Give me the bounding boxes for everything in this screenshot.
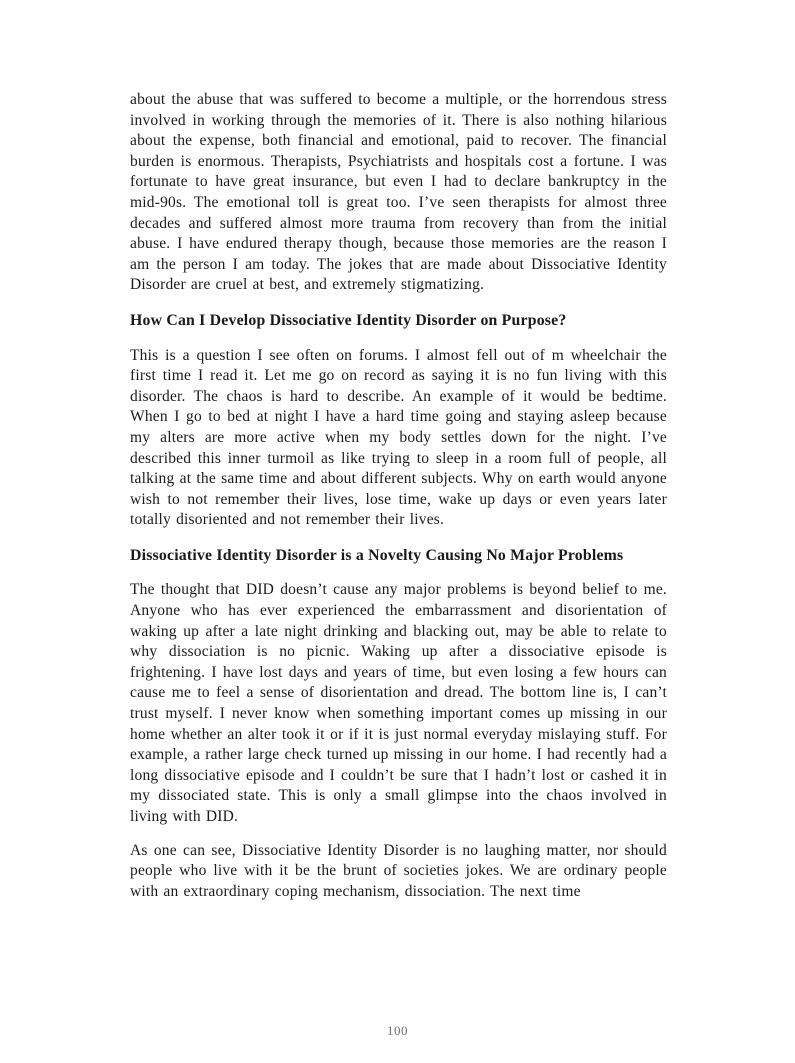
section-heading: Dissociative Identity Disorder is a Novelty Causing No Major Problems	[130, 546, 624, 564]
body-paragraph: This is a question I see often on forums. I almost fell out of m wheelchair the first time I read it. Let me go on record as saying it is no fun living with this disorder. The chaos is hard to describe. An example of it would be bedtime. When I go to bed at night I have a hard time going and staying asleep because my alters are more active when my body settles down for the night. I’ve described this inner turmoil as like trying to sleep in a room full of people, all talking at the same time and about different subjects. Why on earth would anyone wish to not remember their lives, lose time, wake up days or even years later totally disoriented and not remember their lives.	[130, 346, 667, 529]
body-paragraph: The thought that DID doesn’t cause any major problems is beyond belief to me. Anyone who has ever experienced the embarrassment and disorientation of waking up after a late night drinking and blacking out, may be able to relate to why dissociation is no picnic. Waking up after a dissociative episode is frightening. I have lost days and years of time, but even losing a few hours can cause me to feel a sense of disorientation and dread. The bottom line is, I can’t trust myself. I never know when something important comes up missing in our home whether an alter took it or if it is just normal everyday mislaying stuff. For example, a rather large check turned up missing in our home. I had recently had a long dissociative episode and I couldn’t be sure that I hadn’t lost or cashed it in my dissociated state. This is only a small glimpse into the chaos involved in living with DID.	[130, 581, 667, 825]
page-number: 100	[387, 1023, 408, 1038]
body-paragraph: about the abuse that was suffered to become a multiple, or the horrendous stress involved in working through the memories of it. There is also nothing hilarious about the expense, both financial and emotional, paid to recover. The financial burden is enormous. Therapists, Psychiatrists and hospitals cost a fortune. I was fortunate to have great insurance, but even I had to declare bankruptcy in the mid-90s. The emotional toll is great too. I’ve seen therapists for almost three decades and suffered almost more trauma from recovery than from the initial abuse. I have endured therapy though, because those memories are the reason I am the person I am today. The jokes that are made about Dissociative Identity Disorder are cruel at best, and extremely stigmatizing.	[130, 91, 667, 294]
body-paragraph: As one can see, Dissociative Identity Disorder is no laughing matter, nor should people who live with it be the brunt of societies jokes. We are ordinary people with an extraordinary coping mechanism, dissociation. The next time	[130, 841, 667, 900]
section-heading: How Can I Develop Dissociative Identity Disorder on Purpose?	[130, 311, 567, 329]
page-body	[130, 90, 667, 915]
